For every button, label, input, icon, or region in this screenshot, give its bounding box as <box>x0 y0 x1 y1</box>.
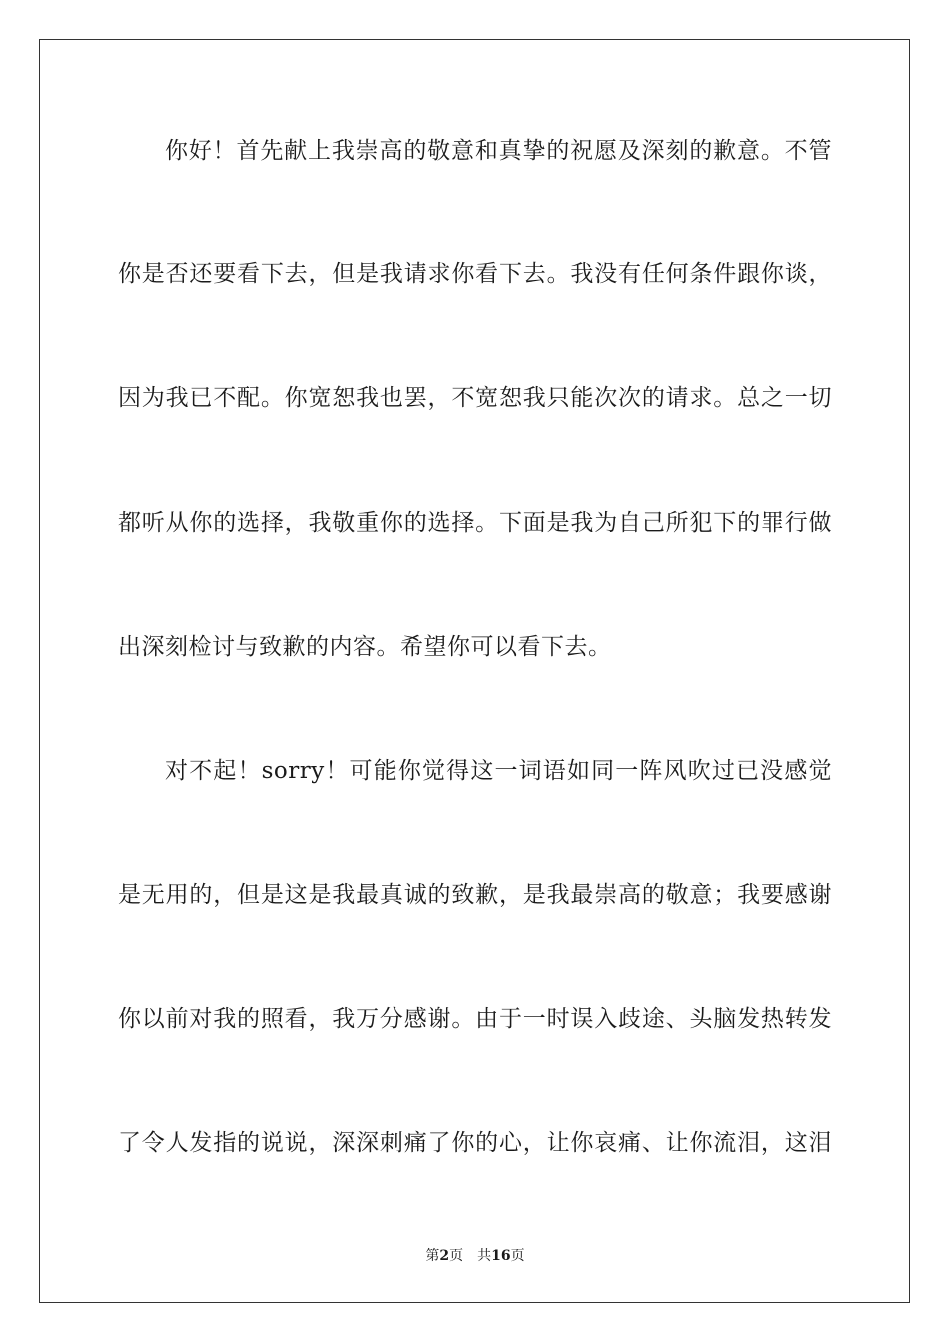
text-line-9: 了令人发指的说说，深深刺痛了你的心，让你哀痛、让你流泪，这泪 <box>118 1130 832 1156</box>
text-line-8: 你以前对我的照看，我万分感谢。由于一时误入歧途、头脑发热转发 <box>118 1006 832 1032</box>
text-line-2: 你是否还要看下去，但是我请求你看下去。我没有任何条件跟你谈， <box>118 261 832 287</box>
page-suffix: 页 <box>449 1248 464 1264</box>
text-line-4: 都听从你的选择，我敬重你的选择。下面是我为自己所犯下的罪行做 <box>118 510 832 536</box>
page-border <box>39 39 910 1303</box>
total-prefix: 共 <box>477 1248 492 1264</box>
text-line-7: 是无用的，但是这是我最真诚的致歉，是我最崇高的敬意；我要感谢 <box>118 882 832 908</box>
page-footer <box>0 1246 950 1266</box>
text-line-6: 对不起！sorry！可能你觉得这一词语如同一阵风吹过已没感觉 <box>165 758 832 784</box>
page-prefix: 第 <box>425 1248 440 1264</box>
page-number: 2 <box>439 1248 450 1264</box>
text-line-1: 你好！首先献上我崇高的敬意和真挚的祝愿及深刻的歉意。不管 <box>165 138 832 164</box>
text-line-5: 出深刻检讨与致歉的内容。希望你可以看下去。 <box>118 634 612 660</box>
total-suffix: 页 <box>510 1248 525 1264</box>
total-pages: 16 <box>491 1248 511 1264</box>
text-line-3: 因为我已不配。你宽恕我也罢，不宽恕我只能次次的请求。总之一切 <box>118 385 832 411</box>
